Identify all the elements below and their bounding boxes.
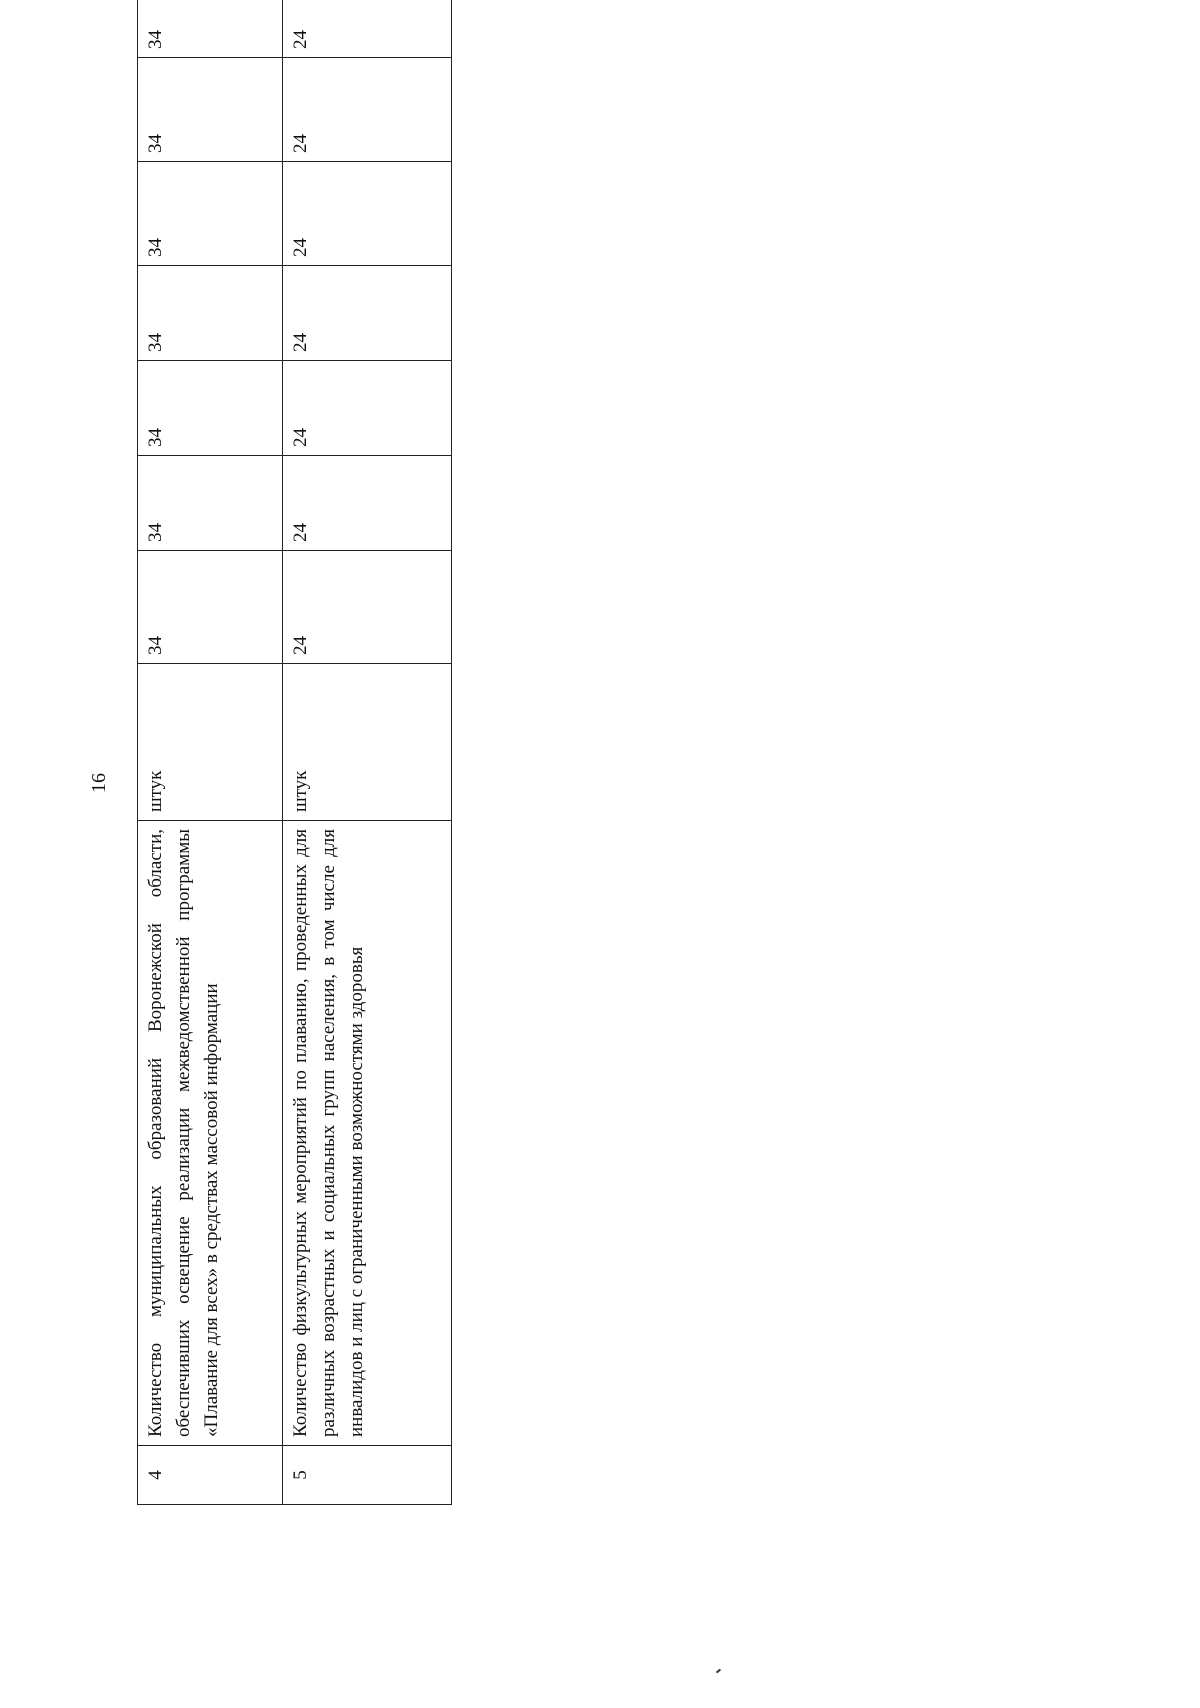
- row-value: 34: [138, 456, 283, 551]
- row-value: 34: [138, 551, 283, 664]
- table-row: [283, 0, 452, 1505]
- row-value: 34: [138, 58, 283, 162]
- page-number: 16: [88, 773, 110, 793]
- row-value: 34: [138, 0, 283, 58]
- row-description: Количество физкультурных мероприятий по плаванию, проведенных для различных возрастных и социальных групп населения, в том числе для инвалидов и лиц с ограниченными возможностями здоровья: [283, 821, 452, 1446]
- row-unit: штук: [138, 664, 283, 821]
- indicators-table-container: [137, 30, 433, 1505]
- table-row: [138, 0, 283, 1505]
- row-value: 24: [283, 266, 452, 361]
- row-value: 34: [138, 361, 283, 456]
- row-unit: штук: [283, 664, 452, 821]
- row-number: 4: [138, 1446, 283, 1505]
- indicators-table: [137, 0, 452, 1505]
- row-value: 24: [283, 361, 452, 456]
- row-value: 24: [283, 162, 452, 266]
- row-value: 34: [138, 266, 283, 361]
- row-value: 34: [138, 162, 283, 266]
- row-number: 5: [283, 1446, 452, 1505]
- row-value: 24: [283, 0, 452, 58]
- row-value: 24: [283, 58, 452, 162]
- row-value: 24: [283, 551, 452, 664]
- row-value: 24: [283, 456, 452, 551]
- stray-mark: [716, 1669, 721, 1674]
- row-description: Количество муниципальных образований Воронежской области, обеспечивших освещение реализации межведомственной программы «Плавание для всех» в средствах массовой информации: [138, 821, 283, 1446]
